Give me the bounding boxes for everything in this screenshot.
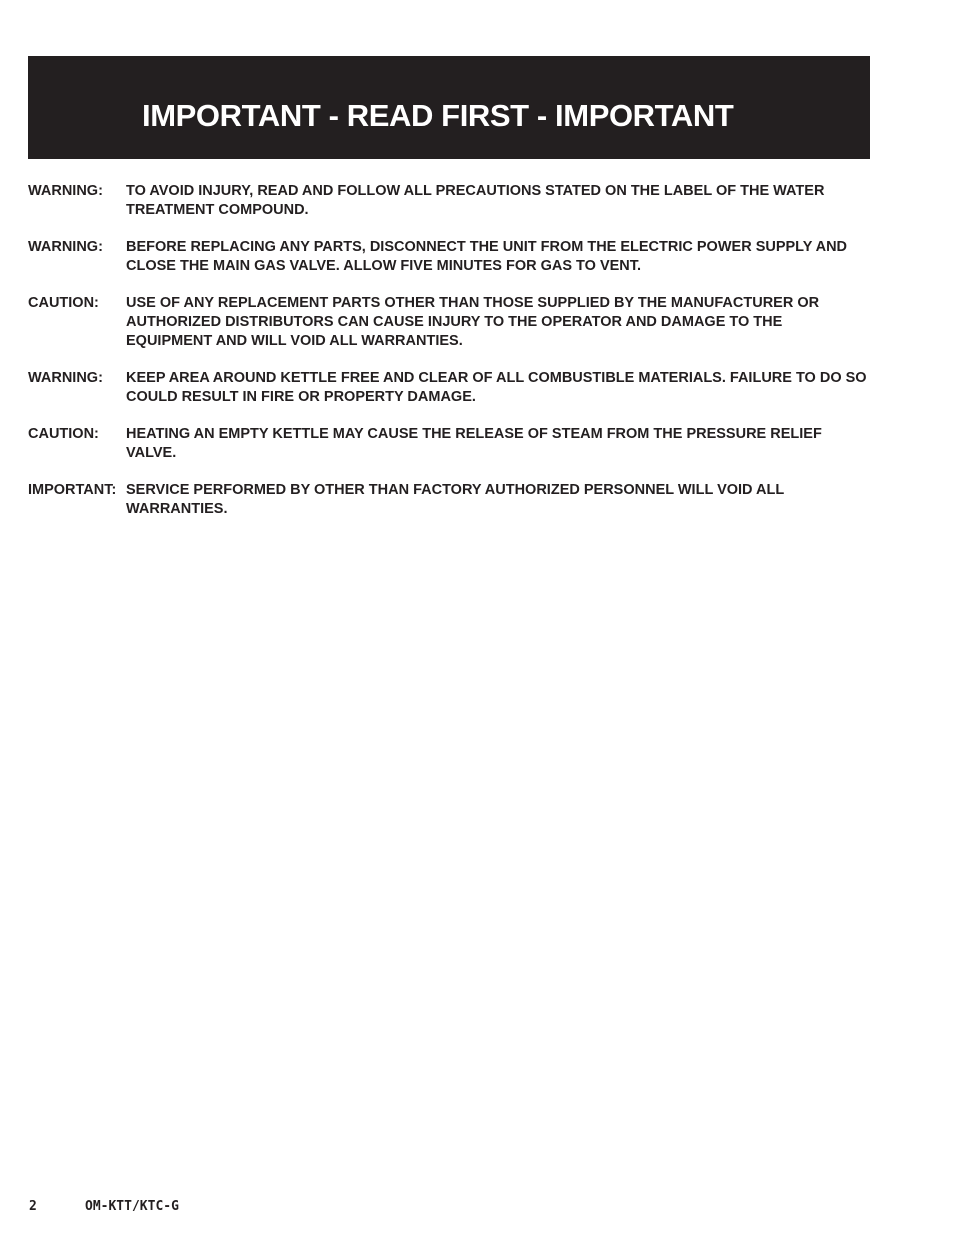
notice-text: USE OF ANY REPLACEMENT PARTS OTHER THAN THOSE SUPPLIED BY THE MANUFACTURER OR AUTHORIZED DISTRIBUTORS CAN CAUSE INJURY TO THE OPERATOR AND DAMAGE TO THE EQUIPMENT AND WILL VOID ALL WARRANTIES. <box>126 295 820 349</box>
notice-text: SERVICE PERFORMED BY OTHER THAN FACTORY AUTHORIZED PERSONNEL WILL VOID ALL WARRANTIES. <box>126 482 784 517</box>
notice-text: BEFORE REPLACING ANY PARTS, DISCONNECT THE UNIT FROM THE ELECTRIC POWER SUPPLY AND CLOSE THE MAIN GAS VALVE. ALLOW FIVE MINUTES FOR GAS TO VENT. <box>126 239 848 274</box>
notice-label: WARNING: <box>28 183 103 199</box>
page-title: IMPORTANT - READ FIRST - IMPORTANT <box>142 98 734 133</box>
notice-label: CAUTION: <box>28 426 99 442</box>
page-number: 2 <box>29 1199 37 1214</box>
safety-notice <box>28 182 870 220</box>
notice-text: KEEP AREA AROUND KETTLE FREE AND CLEAR OF ALL COMBUSTIBLE MATERIALS. FAILURE TO DO SO COULD RESULT IN FIRE OR PROPERTY DAMAGE. <box>126 370 867 405</box>
safety-notice <box>28 294 870 351</box>
safety-notices-list <box>28 182 870 537</box>
safety-notice <box>28 238 870 276</box>
title-banner <box>28 56 870 159</box>
page-footer <box>29 1197 179 1217</box>
notice-label: IMPORTANT: <box>28 482 117 498</box>
notice-text: HEATING AN EMPTY KETTLE MAY CAUSE THE RELEASE OF STEAM FROM THE PRESSURE RELIEF VALVE. <box>126 426 822 461</box>
safety-notice <box>28 481 870 519</box>
document-code: OM-KTT/KTC-G <box>85 1199 179 1214</box>
notice-label: CAUTION: <box>28 295 99 311</box>
safety-notice <box>28 425 870 463</box>
notice-text: TO AVOID INJURY, READ AND FOLLOW ALL PRECAUTIONS STATED ON THE LABEL OF THE WATER TREATMENT COMPOUND. <box>126 183 825 218</box>
notice-label: WARNING: <box>28 239 103 255</box>
safety-notice <box>28 369 870 407</box>
notice-label: WARNING: <box>28 370 103 386</box>
